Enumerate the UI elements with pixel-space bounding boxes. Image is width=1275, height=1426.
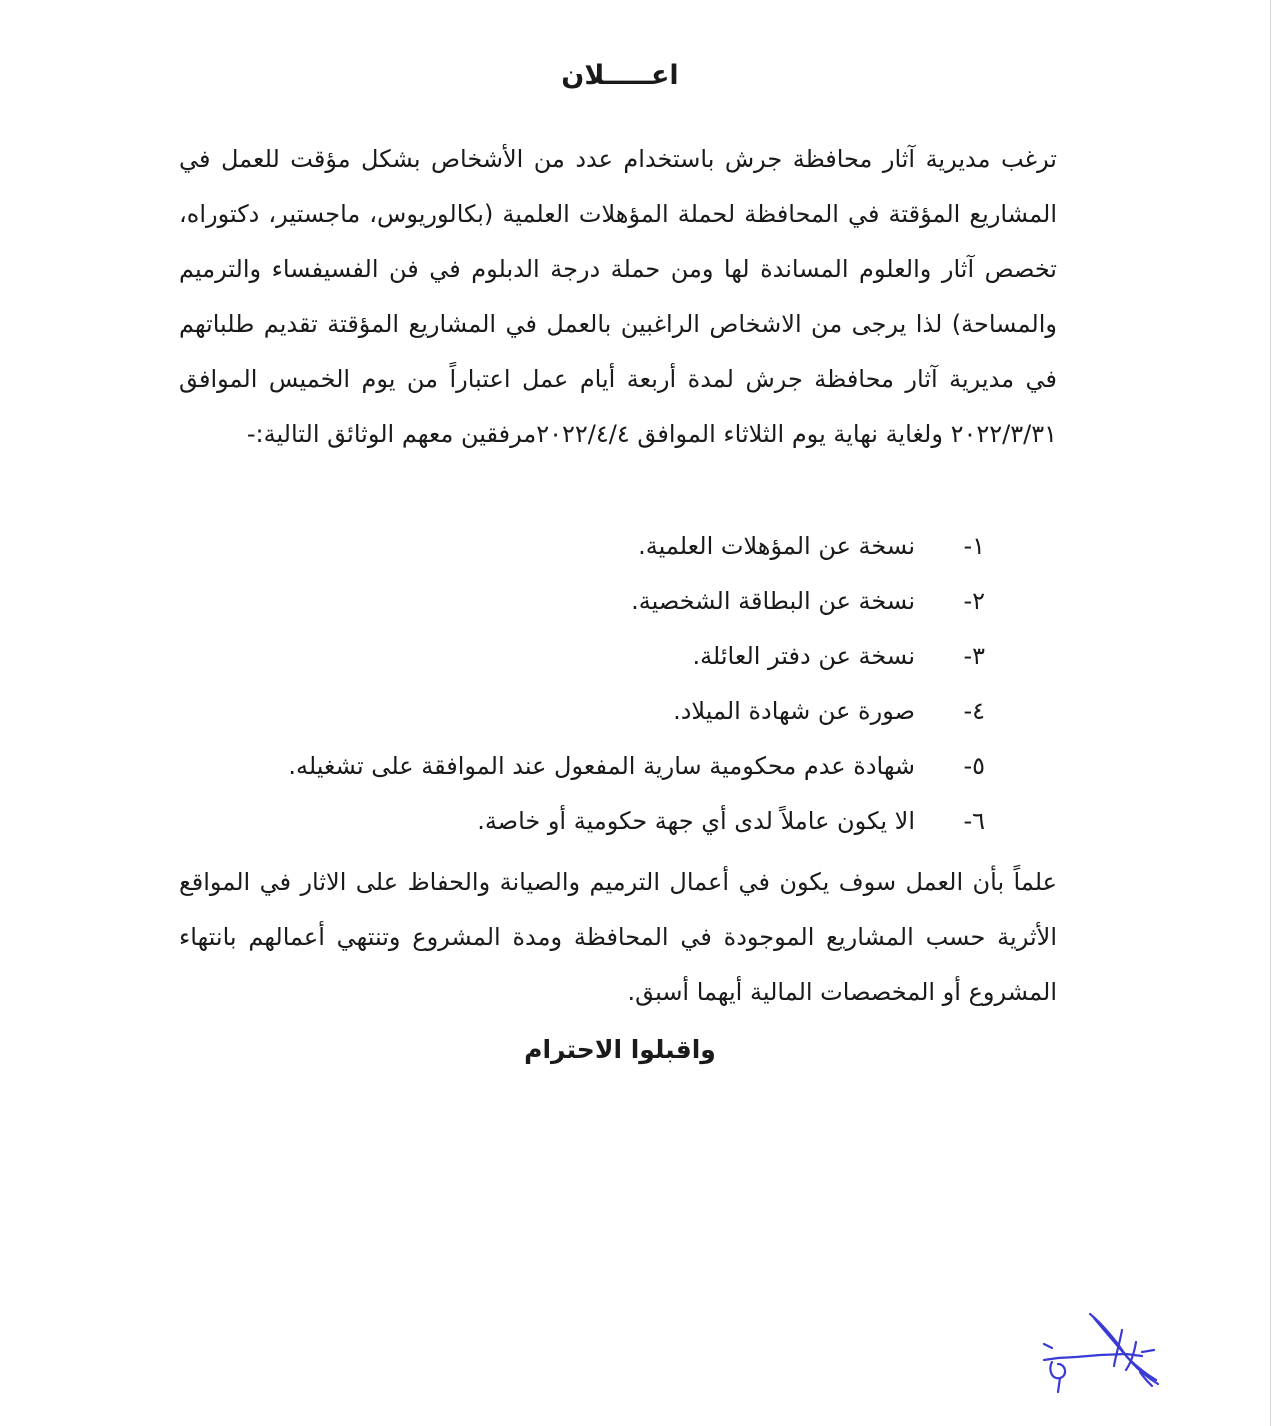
handwritten-signature [1030, 1300, 1170, 1400]
list-item [285, 739, 985, 794]
list-item-text: نسخة عن دفتر العائلة. [692, 642, 915, 670]
list-item-text: صورة عن شهادة الميلاد. [673, 697, 915, 725]
announcement-title: اعـــــلان [561, 60, 679, 91]
list-item-number: ٤- [963, 697, 985, 725]
list-item-text: نسخة عن المؤهلات العلمية. [638, 532, 915, 560]
list-item-number: ٢- [963, 587, 985, 615]
list-item [285, 574, 985, 629]
requirements-list [285, 519, 985, 849]
regards-line: واقبلوا الاحترام [524, 1035, 716, 1064]
list-item [285, 519, 985, 574]
list-item [285, 684, 985, 739]
closing-paragraph: علماً بأن العمل سوف يكون في أعمال الترميم والصيانة والحفاظ على الاثار في المواقع الأثرية حسب المشاريع الموجودة في المحافظة ومدة المشروع وتنتهي أعمالهم بانتهاء المشروع أو المخصصات المالية أيهما أسبق. [179, 868, 1057, 1006]
scan-edge-line [1270, 0, 1271, 1426]
list-item [285, 629, 985, 684]
body-paragraph: ترغب مديرية آثار محافظة جرش باستخدام عدد من الأشخاص بشكل مؤقت للعمل في المشاريع المؤقتة في المحافظة لحملة المؤهلات العلمية (بكالوريوس، ماجستير، دكتوراه، تخصص آثار والعلوم المساندة لها ومن حملة درجة الدبلوم في فن الفسيفساء والترميم والمساحة) لذا يرجى من الاشخاص الراغبين بالعمل في المشاريع المؤقتة تقديم طلباتهم في مديرية آثار محافظة جرش لمدة أربعة أيام عمل اعتباراً من يوم الخميس الموافق ٢٠٢٢/٣/٣١ ولغاية نهاية يوم الثلاثاء الموافق ٢٠٢٢/٤/٤مرفقين معهم الوثائق التالية:- [179, 145, 1057, 448]
list-item-number: ١- [963, 532, 985, 560]
list-item-text: نسخة عن البطاقة الشخصية. [631, 587, 915, 615]
list-item-text: الا يكون عاملاً لدى أي جهة حكومية أو خاصة. [477, 807, 915, 835]
list-item-number: ٥- [963, 752, 985, 780]
list-item-number: ٦- [963, 807, 985, 835]
list-item [285, 794, 985, 849]
list-item-text: شهادة عدم محكومية سارية المفعول عند الموافقة على تشغيله. [288, 752, 915, 780]
list-item-number: ٣- [963, 642, 985, 670]
